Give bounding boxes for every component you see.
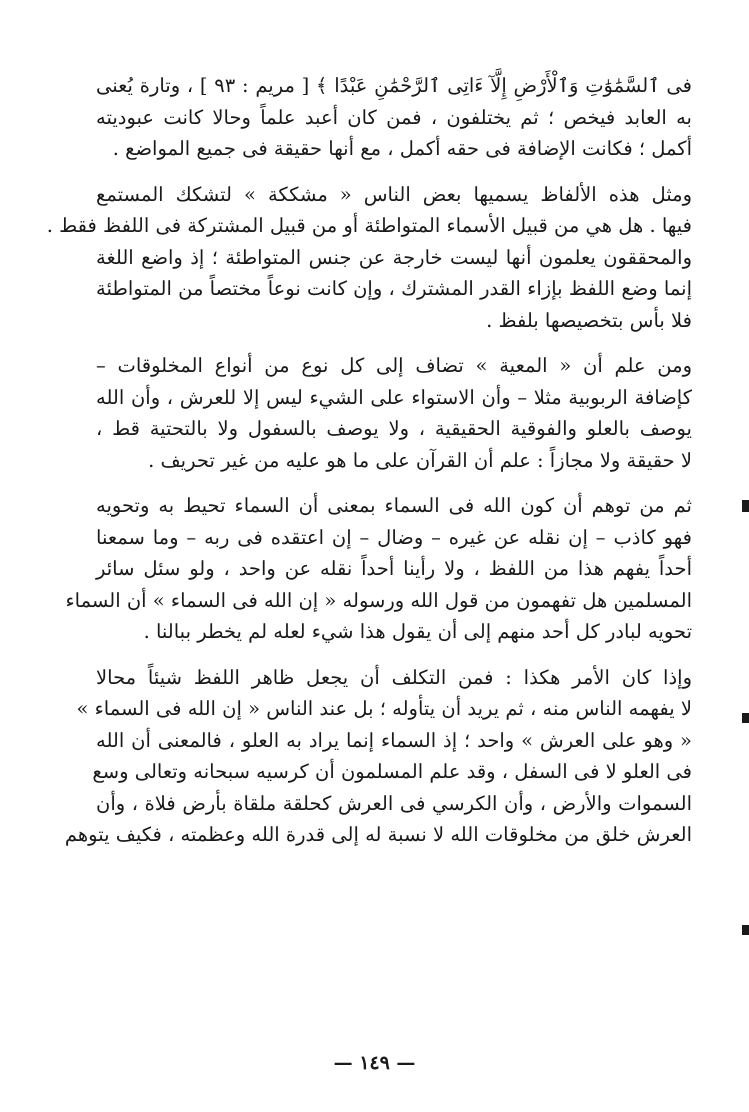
text-line: « وهو على العرش » واحد ؛ إذ السماء إنما يراد به العلو ، فالمعنى أن الله	[96, 728, 692, 752]
text-line: المسلمين هل تفهمون من قول الله ورسوله « إن الله فى السماء » أن السماء	[65, 588, 692, 612]
text-line: السموات والأرض ، وأن الكرسي فى العرش كحلقة ملقاة بأرض فلاة ، وأن	[96, 791, 692, 815]
text-line: وإذا كان الأمر هكذا : فمن التكلف أن يجعل ظاهر اللفظ شيئاً محالا	[96, 665, 692, 689]
text-line: لا حقيقة ولا مجازاً : علم أن القرآن على ما هو عليه من غير تحريف .	[148, 448, 692, 472]
scan-mark	[742, 500, 749, 512]
text-line: ومثل هذه الألفاظ يسميها بعض الناس « مشككة » لتشكك المستمع	[96, 182, 692, 206]
text-line: تحويه لبادر كل أحد منهم إلى أن يقول هذا شيء لعله لم يخطر ببالنا .	[143, 620, 692, 643]
paragraph-4	[65, 490, 692, 648]
text-line: ومن علم أن « المعية » تضاف إلى كل نوع من أنواع المخلوقات –	[96, 354, 692, 377]
text-line: فلا بأس بتخصيصها بلفظ .	[486, 308, 692, 332]
text-line: به العابد فيخص ؛ ثم يختلفون ، فمن كان أعبد علماً وحالا كانت عبوديته	[96, 105, 692, 129]
text-line: لا يفهمه الناس منه ، ثم يريد أن يتأوله ؛ بل عند الناس « إن الله فى السماء »	[76, 697, 692, 720]
paragraph-1	[96, 70, 692, 165]
paragraph-2	[46, 179, 692, 337]
text-line: فى العلو لا فى السفل ، وقد علم المسلمون أن كرسيه سبحانه وتعالى وسع	[92, 760, 692, 783]
text-line: يوصف بالعلو والفوقية الحقيقية ، ولا يوصف بالسفول ولا بالتحتية قط ،	[96, 417, 692, 440]
paragraph-5	[64, 662, 692, 851]
scan-mark	[742, 925, 749, 935]
page-body	[46, 70, 692, 851]
text-line: فيها . هل هي من قبيل الأسماء المتواطئة أو من قبيل المشتركة فى اللفظ فقط .	[46, 214, 692, 237]
text-line: والمحققون يعلمون أنها ليست خارجة عن جنس المتواطئة ؛ إذ واضع اللغة	[96, 245, 692, 269]
scan-mark	[742, 713, 749, 723]
text-line: إنما وضع اللفظ بإزاء القدر المشترك ، وإن كانت نوعاً مختصاً من المتواطئة	[96, 277, 692, 300]
paragraph-3	[96, 350, 692, 476]
text-line: أحداً يفهم هذا من اللفظ ، ولا رأينا أحداً نقله عن واحد ، ولو سئل سائر	[96, 557, 692, 580]
page-number: — ١٤٩ —	[333, 1052, 416, 1074]
text-line: كإضافة الربوبية مثلا – وأن الاستواء على الشيء ليس إلا للعرش ، وأن الله	[96, 385, 692, 409]
text-line: أكمل ؛ فكانت الإضافة فى حقه أكمل ، مع أنها حقيقة فى جميع المواضع .	[112, 137, 692, 160]
text-line: فهو كاذب – إن نقله عن غيره – وضال – إن اعتقده فى ربه – وما سمعنا	[96, 525, 692, 549]
text-line: ثم من توهم أن كون الله فى السماء بمعنى أن السماء تحيط به وتحويه	[96, 494, 692, 517]
text-line: فى ٱلسَّمَٰوَٰتِ وَٱلْأَرْضِ إِلَّآ ءَاتِى ٱلرَّحْمَٰنِ عَبْدًا ﴾ [ مريم : ٩٣ ] ، وتارة يُعنى	[96, 74, 692, 97]
text-line: العرش خلق من مخلوقات الله لا نسبة له إلى قدرة الله وعظمته ، فكيف يتوهم	[64, 823, 692, 846]
